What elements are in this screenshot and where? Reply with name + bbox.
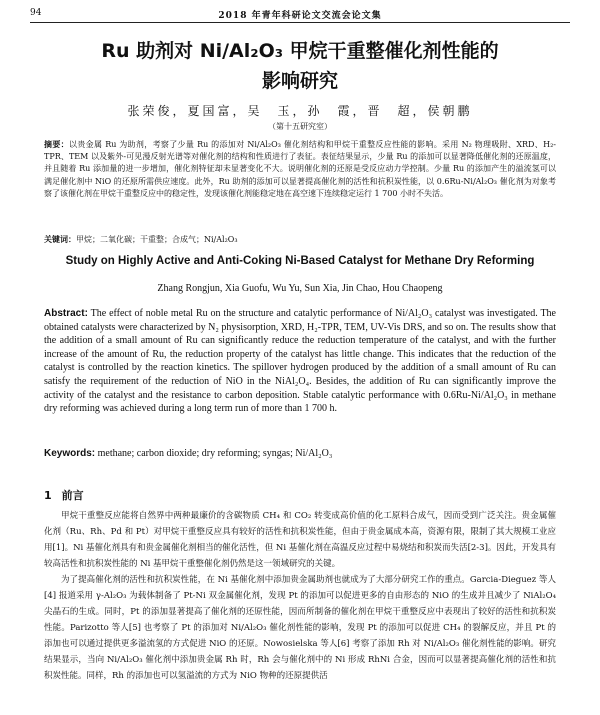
keywords-en-text: methane; carbon dioxide; dry reforming; syngas; Ni/Al₂O₃ <box>97 448 333 459</box>
page-number: 94 <box>30 8 42 18</box>
section-body <box>44 508 556 684</box>
abstract-en-text: The effect of noble metal Ru on the structure and catalytic performance of Ni/Al₂O₃ catalyst was investigated. The obtained catalysts were characterized by N₂ physisorption, XRD, H₂-TPR, TEM, UV-Vis DRS, and so on. The results show that the addition of a small amount of Ru can significantly reduce the reduction temperature of the catalyst, and with the further increase of the amount of Ru, the reduction property of the catalyst has little change. This indicates that the reduction of the catalyst is controlled by the reaction kinetics. The spillover hydrogen produced by the addition of a small amount of Ru can satisfy the requirement of the reduction of NiO in the NiAl₂O₄. Besides, the addition of Ru can significantly improve the activity of the catalyst and the resistance to carbon deposition. Stable catalytic performance with 0.6Ru-Ni/Al₂O₃ in methane dry reforming was achieved during a long term run of more than 1 700 h. <box>44 308 556 415</box>
abstract-cn-label: 摘要： <box>44 140 69 149</box>
journal-title: 2018 年青年科研论文交流会论文集 <box>218 11 382 21</box>
keywords-cn-label: 关键词： <box>44 234 76 244</box>
abstract-en <box>44 307 556 416</box>
authors-cn: 张荣俊，夏国富，吴 玉，孙 霞，晋 超，侯朝鹏 <box>127 104 473 118</box>
keywords-en <box>44 448 556 459</box>
section-title: 前言 <box>61 489 84 502</box>
affiliation-cn: （第十五研究室） <box>268 122 332 131</box>
running-header <box>30 6 570 23</box>
keywords-en-label: Keywords: <box>44 448 96 459</box>
section-number: 1 <box>44 489 52 502</box>
paper-title <box>40 36 560 96</box>
body-paragraph-1: 甲烷干重整反应能将自然界中两种最廉价的含碳物质 CH₄ 和 CO₂ 转变成高价值的化工原料合成气，因而受到广泛关注。贵金属催化剂（Ru、Rh、Pd 和 Pt）对甲烷干重整反应具有较好的活性和抗积炭性能，但由于贵金属成本高，资源有限，限制了其大规模工业应用[1]。Ni 基催化剂具有和贵金属催化剂相当的催化活性，但 Ni 基催化剂在高温反应过程中易烧结和积炭而失活[2-3]。因此，开发具有较高活性和抗积炭性能的 Ni 基甲烷干重整催化剂仍然是这一领域研究的关键。 <box>44 511 556 569</box>
body-paragraph-2: 为了提高催化剂的活性和抗积炭性能，在 Ni 基催化剂中添加贵金属助剂也就成为了大部分研究工作的重点。Garcia-Dieguez 等人[4] 报道采用 γ-Al₂O₃ 为载体制备了 Pt-Ni 双金属催化剂，发现 Pt 的添加可以促进更多的自由形态的 NiO 的生成并且减少了 NiAl₂O₄ 尖晶石的生成。同时，Pt 的添加显著提高了催化剂的还原性能，因而所制备的催化剂在甲烷干重整反应中表现出了较好的活性和抗积炭性能。Parizotto 等人[5] 也考察了 Pt 的添加对 Ni/Al₂O₃ 催化剂性能的影响，发现 Pt 的添加可以促进 CH₄ 的裂解反应，并且 Pt 的添加也可以通过提供更多溢流氢的方式促进 NiO 的还原。Nowosielska 等人[6] 考察了添加 Rh 对 Ni/Al₂O₃ 催化剂性能的影响。研究结果显示，当向 Ni/Al₂O₃ 催化剂中添加贵金属 Rh 时，Rh 会与催化剂中的 Ni 形成 RhNi 合金，因而可以显著提高催化剂的活性和抗积炭性能。同样，Rh 的添加也可以氢溢流的方式为 NiO 物种的还原提供活 <box>44 575 556 681</box>
keywords-cn <box>44 234 556 245</box>
abstract-cn <box>44 139 556 200</box>
paper-title-line-2: 影响研究 <box>261 70 338 92</box>
abstract-cn-text: 以贵金属 Ru 为助剂，考察了少量 Ru 的添加对 Ni/Al₂O₃ 催化剂结构和甲烷干重整反应性能的影响。采用 N₂ 物理吸附、XRD、H₂-TPR、TEM 以及紫外-可见漫反射光谱等对催化剂的结构和性质进行了表征。表征结果显示，少量 Ru 的添加可以显著降低催化剂的还原温度，并且随着 Ru 添加量的进一步增加，催化剂特征却未显著变化不大。说明催化剂的还原是受反应动力学控制。少量 Ru 的添加产生的溢流氢可以满足催化剂中 NiO 的还原所需供应速度。此外，Ru 助剂的添加可以显著提高催化剂的活性和抗积炭性能，以 0.6Ru-Ni/Al₂O₃ 催化剂为对象考察了该催化剂在甲烷干重整反应中的稳定性，发现该催化剂能稳定地在高空速下连续稳定运行 1 700 小时不失活。 <box>44 140 557 198</box>
section-heading <box>44 487 84 503</box>
paper-title-line-1: Ru 助剂对 Ni/Al₂O₃ 甲烷干重整催化剂性能的 <box>101 40 499 62</box>
keywords-cn-text: 甲烷；二氧化碳；干重整；合成气；Ni/Al₂O₃ <box>76 235 238 244</box>
authors-en: Zhang Rongjun, Xia Guofu, Wu Yu, Sun Xia, Jin Chao, Hou Chaopeng <box>157 283 443 294</box>
english-title: Study on Highly Active and Anti-Coking Ni-Based Catalyst for Methane Dry Reforming <box>65 255 535 267</box>
abstract-en-label: Abstract: <box>44 308 88 319</box>
